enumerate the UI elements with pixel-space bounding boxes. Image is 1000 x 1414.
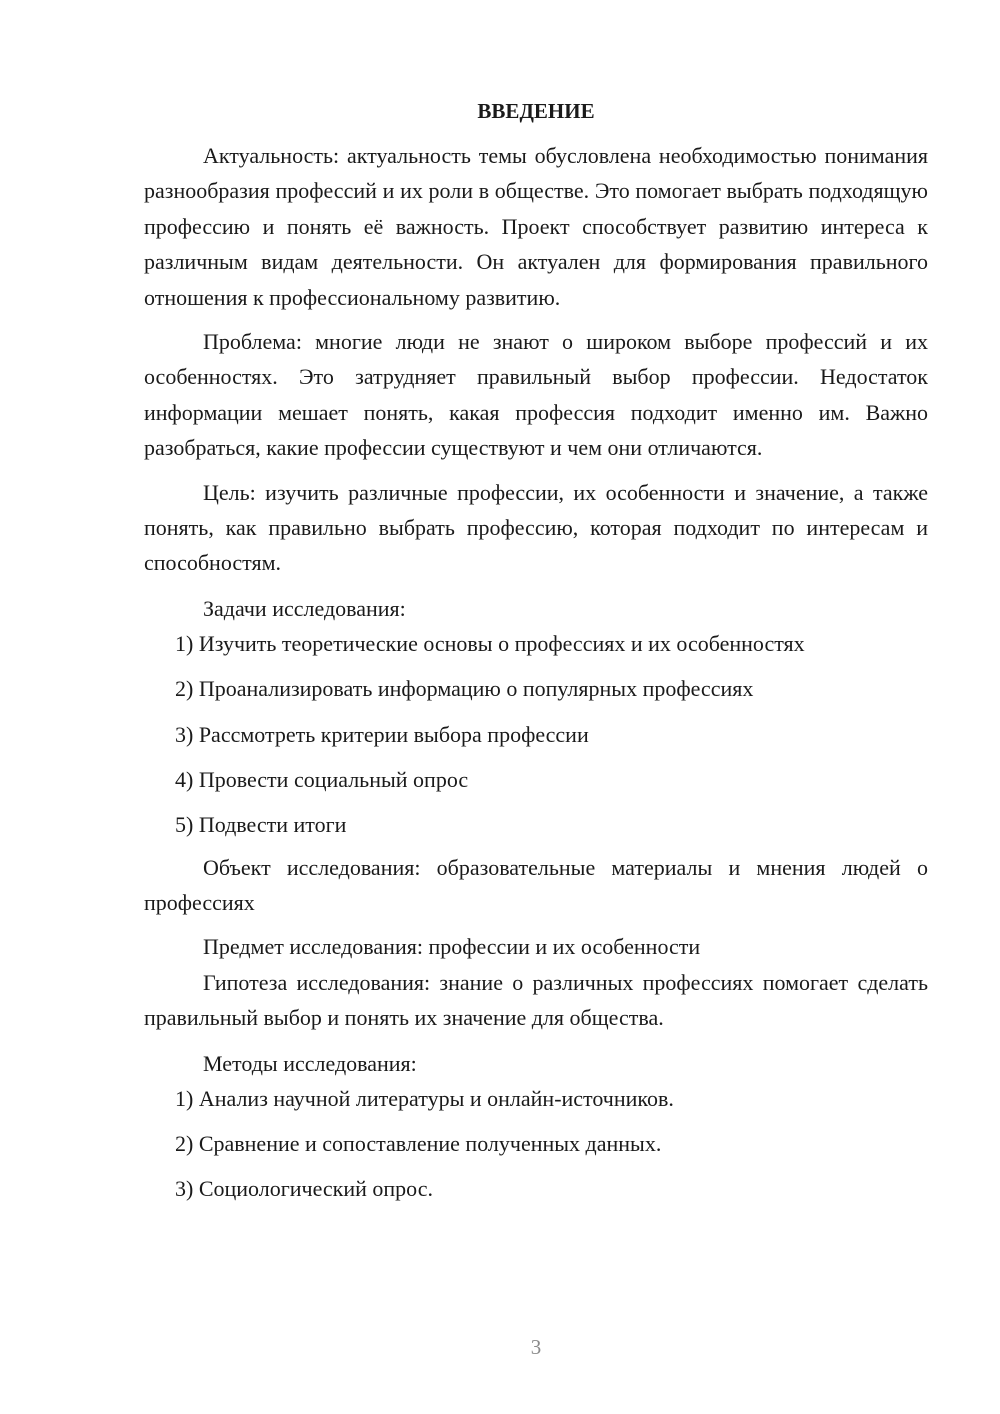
problem-paragraph: Проблема: многие люди не знают о широком выборе профессий и их особенностях. Это затрудняет правильный выбор профессии. Недостаток информации мешает понять, какая профессия подходит именно им. Важно разобраться, какие профессии существуют и чем они отличаются. bbox=[144, 329, 928, 461]
methods-title: Методы исследования: bbox=[203, 1050, 417, 1076]
task-item: 2) Проанализировать информацию о популярных профессиях bbox=[175, 676, 754, 702]
goal-paragraph: Цель: изучить различные профессии, их особенности и значение, а также понять, как правильно выбрать профессию, которая подходит по интересам и способностям. bbox=[144, 479, 928, 576]
task-item: 1) Изучить теоретические основы о профессиях и их особенностях bbox=[175, 631, 805, 657]
object-paragraph: Объект исследования: образовательные материалы и мнения людей о профессиях bbox=[144, 854, 928, 915]
page-content bbox=[144, 93, 928, 1217]
subject-paragraph: Предмет исследования: профессии и их особенности bbox=[203, 934, 701, 960]
hypothesis-paragraph: Гипотеза исследования: знание о различных профессиях помогает сделать правильный выбор и понять их значение для общества. bbox=[144, 969, 928, 1031]
method-item: 3) Социологический опрос. bbox=[175, 1176, 433, 1202]
tasks-title: Задачи исследования: bbox=[203, 595, 406, 621]
page-number: 3 bbox=[530, 1335, 542, 1359]
methods-list bbox=[144, 1081, 928, 1207]
section-heading: ВВЕДЕНИЕ bbox=[477, 99, 595, 123]
task-item: 4) Провести социальный опрос bbox=[175, 766, 469, 792]
task-item: 3) Рассмотреть критерии выбора профессии bbox=[175, 721, 589, 747]
task-item: 5) Подвести итоги bbox=[175, 812, 347, 838]
relevance-paragraph: Актуальность: актуальность темы обусловлена необходимостью понимания разнообразия профессий и их роли в обществе. Это помогает выбрать подходящую профессию и понять её важность. Проект способствует развитию интереса к различным видам деятельности. Он актуален для формирования правильного отношения к профессиональному развитию. bbox=[144, 143, 928, 310]
method-item: 1) Анализ научной литературы и онлайн-источников. bbox=[175, 1085, 674, 1111]
method-item: 2) Сравнение и сопоставление полученных данных. bbox=[175, 1131, 662, 1157]
tasks-list bbox=[144, 626, 928, 842]
